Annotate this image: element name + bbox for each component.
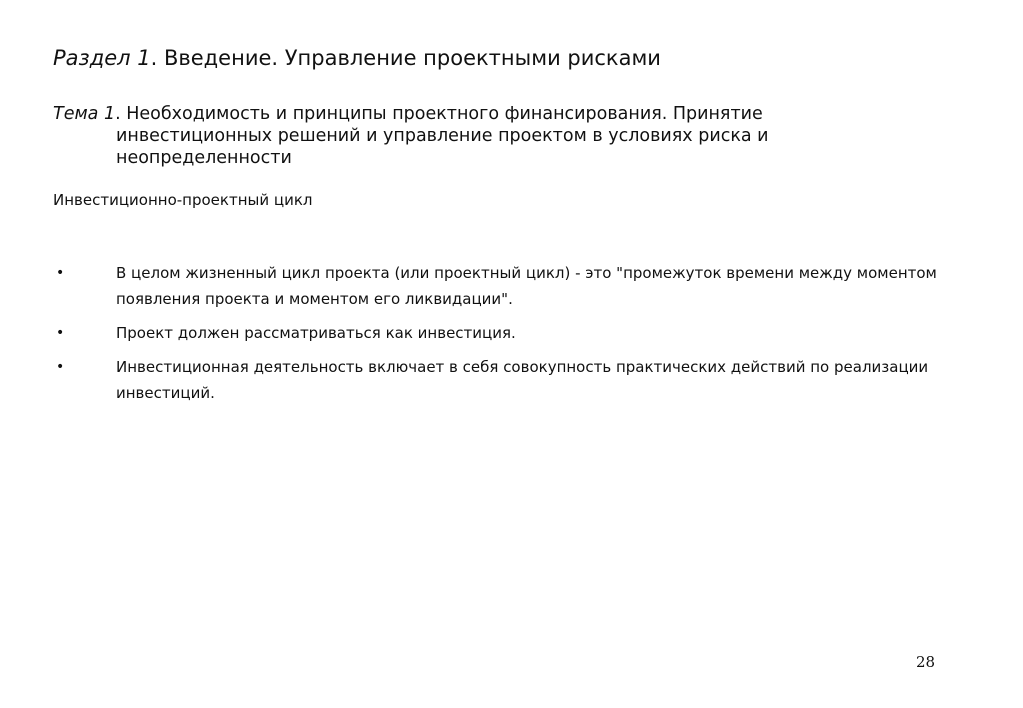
list-item	[53, 320, 973, 346]
topic-label: Тема 1	[53, 104, 116, 124]
bullet-text: В целом жизненный цикл проекта (или проектный цикл) - это "промежуток времени между моментом появления проекта и моментом его ликвидации".	[116, 264, 937, 308]
subtitle: Инвестиционно-проектный цикл	[53, 191, 313, 209]
section-title-text: . Введение. Управление проектными рисками	[150, 46, 661, 70]
bullet-list	[53, 260, 973, 414]
bullet-icon: •	[56, 325, 65, 341]
topic-line-1: . Необходимость и принципы проектного финансирования. Принятие	[115, 104, 763, 124]
page-number: 28	[916, 653, 936, 671]
section-heading	[53, 44, 661, 72]
section-label: Раздел 1	[53, 46, 151, 70]
topic-line-2: инвестиционных решений и управление проектом в условиях риска и	[116, 126, 769, 146]
bullet-icon: •	[56, 265, 65, 281]
bullet-icon: •	[56, 359, 65, 375]
bullet-text: Инвестиционная деятельность включает в себя совокупность практических действий по реализации инвестиций.	[116, 358, 929, 402]
topic-heading	[53, 103, 933, 169]
list-item	[53, 260, 973, 312]
topic-line-3: неопределенности	[116, 148, 292, 168]
list-item	[53, 354, 973, 406]
bullet-text: Проект должен рассматриваться как инвестиция.	[116, 324, 516, 342]
